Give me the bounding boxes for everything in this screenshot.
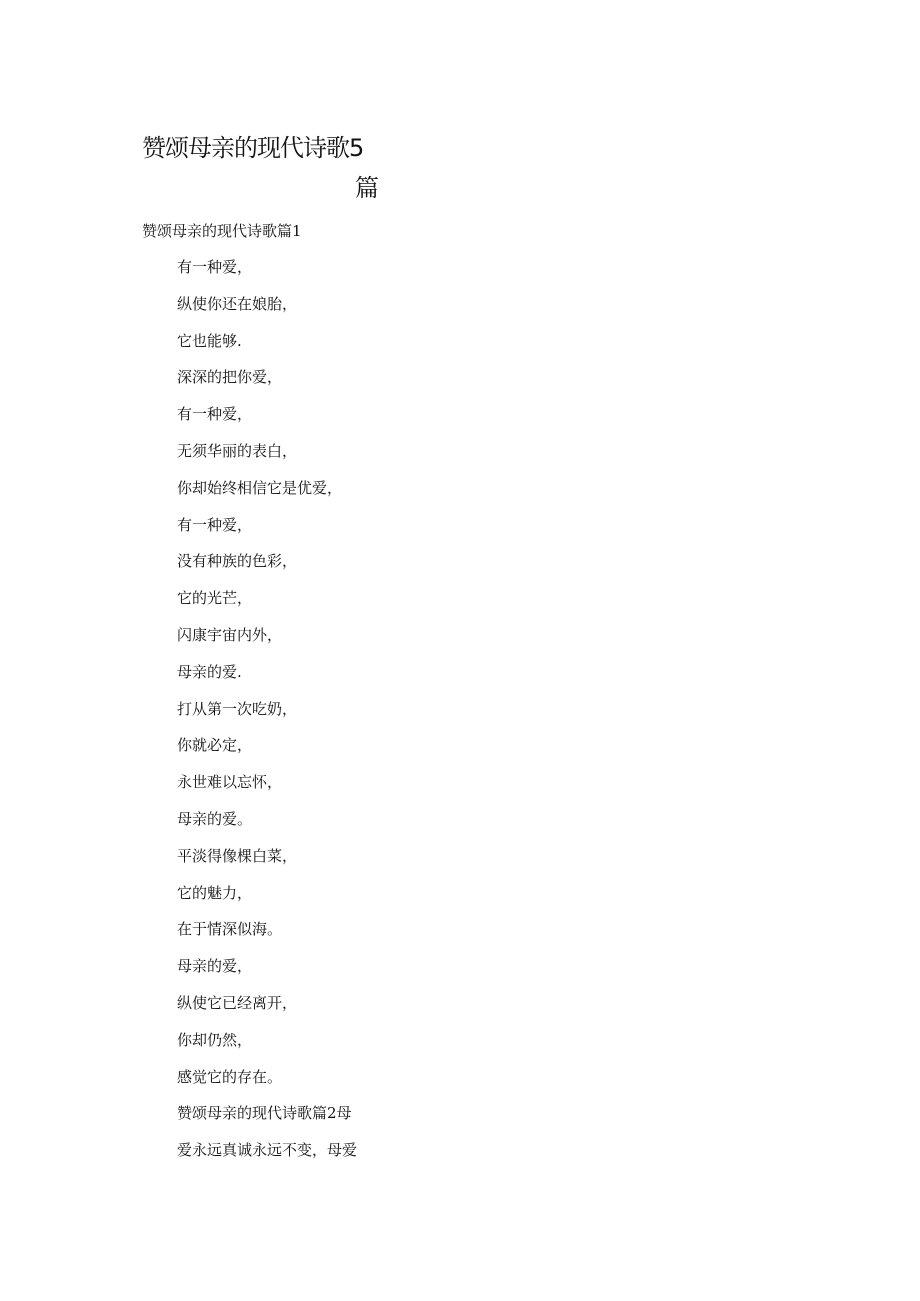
poem-line: 纵使它已经离开， (177, 993, 298, 1012)
poem-line: 母亲的爱。 (177, 809, 253, 828)
poem-line: 它也能够. (177, 331, 242, 350)
poem-line: 有一种爱， (177, 515, 253, 534)
poem-line: 打从第一次吃奶， (177, 699, 298, 718)
poem-line: 你却始终相信它是优爱， (177, 478, 343, 497)
poem-line: 深深的把你爱， (177, 368, 283, 387)
poem-line: 赞颂母亲的现代诗歌篇2母 (177, 1104, 352, 1123)
poem-line: 平淡得像棵白菜， (177, 846, 298, 865)
poem-line: 永世难以忘怀， (177, 773, 283, 792)
poem-line: 有一种爱， (177, 258, 253, 276)
poem-line: 有一种爱， (177, 405, 253, 424)
poem-line: 它的魅力， (177, 883, 253, 902)
title-line-2: 篇 (355, 174, 378, 202)
poem-line: 在于情深似海。 (177, 920, 283, 939)
poem-line: 闪康宇宙内外， (177, 625, 283, 644)
page-title (142, 128, 382, 208)
poem-line: 它的光芒， (177, 589, 253, 608)
poem-line: 你却仍然， (177, 1030, 253, 1049)
poem-line: 母亲的爱， (177, 957, 253, 976)
poem-line: 爱永远真诚永远不变，母爱 (177, 1141, 358, 1160)
poem-line: 纵使你还在娘胎， (177, 294, 298, 313)
poem-line: 感觉它的存在。 (177, 1067, 283, 1086)
poem-line: 母亲的爱. (177, 662, 242, 681)
section-heading: 赞颂母亲的现代诗歌篇1 (142, 222, 302, 240)
poem-line: 没有种族的色彩， (177, 552, 298, 571)
poem-lines (177, 255, 357, 1175)
poem-line: 无须华丽的表白， (177, 441, 298, 460)
title-line-1: 赞颂母亲的现代诗歌5 (142, 134, 364, 162)
poem-line: 你就必定， (177, 736, 253, 755)
